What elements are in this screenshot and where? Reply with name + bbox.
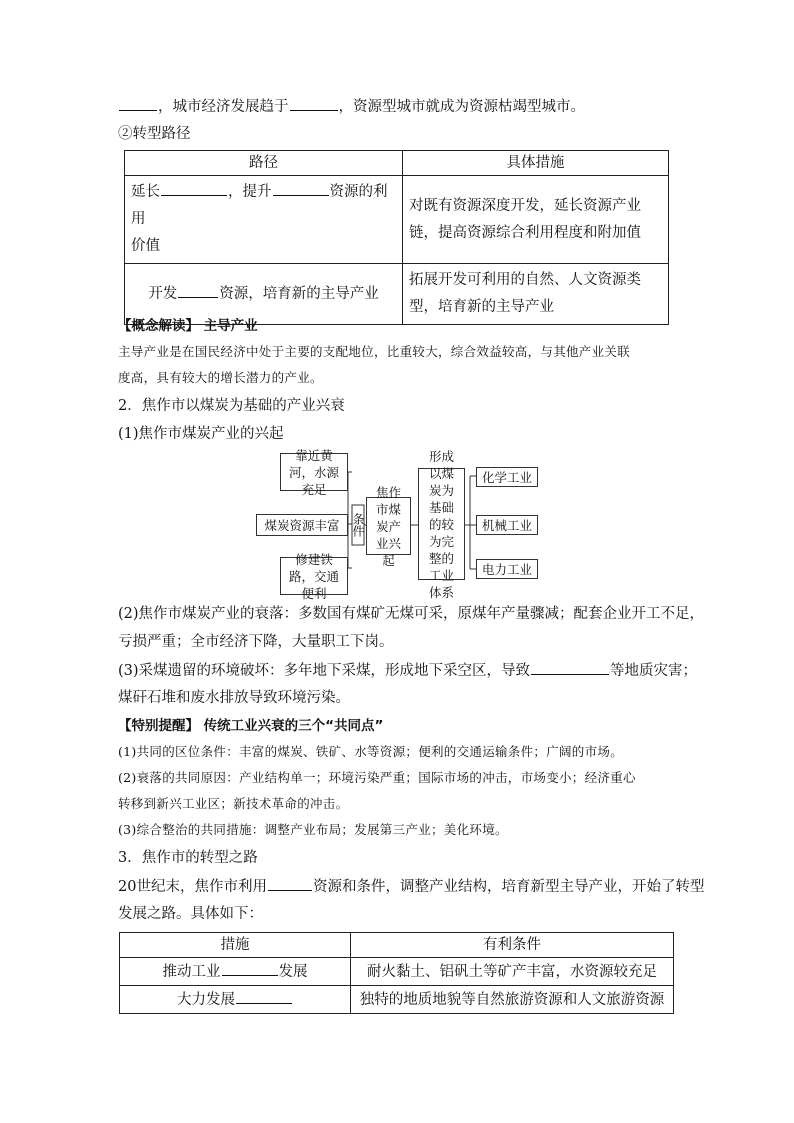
top-text-line: ，城市经济发展趋于 ，资源型城市就成为资源枯竭型城市。 [118, 96, 585, 117]
environment-text: (3)采煤遗留的环境破坏：多年地下采煤，形成地下采空区，导致 等地质灾害； [118, 660, 697, 681]
table-cell: 独特的地质地貌等自然旅游资源和人文旅游资源 [351, 986, 674, 1014]
machinery-industry-box: 机械工业 [476, 515, 538, 535]
condition-water-box: 靠近黄河，水源充足 [280, 453, 348, 491]
reminder-text: (1)共同的区位条件：丰富的煤炭、铁矿、水等资源；便利的交通运输条件；广阔的市场。 [118, 744, 624, 759]
table-cell: 耐火黏土、铝矾土等矿产丰富，水资源较充足 [351, 958, 674, 986]
reminder-text: (2)衰落的共同原因：产业结构单一；环境污染严重；国际市场的冲击，市场变小；经济重心 [118, 770, 636, 785]
table-cell: 延长 ，提升 资源的利用 价值 [125, 176, 403, 264]
table-cell: 对既有资源深度开发，延长资源产业链，提高资源综合利用程度和附加值 [403, 176, 669, 264]
reminder-text: 转移到新兴工业区；新技术革命的冲击。 [118, 796, 349, 811]
table-cell: 开发 资源，培育新的主导产业 [125, 264, 403, 325]
decline-text: (2)焦作市煤炭产业的衰落：多数国有煤矿无煤可采，原煤年产量骤减；配套企业开工不足， [118, 606, 705, 622]
condition-coal-box: 煤炭资源丰富 [256, 514, 348, 536]
chemical-industry-box: 化学工业 [476, 467, 538, 487]
environment-text: 煤矸石堆和废水排放导致环境污染。 [118, 690, 350, 706]
answer-blank[interactable] [236, 989, 292, 1004]
answer-blank[interactable] [531, 660, 609, 675]
industrial-system-box: 形成以煤炭为基础的较为完整的工业体系 [418, 468, 465, 580]
answer-blank[interactable] [268, 876, 312, 891]
coal-industry-rise-box: 焦作市煤炭产业兴起 [366, 497, 411, 555]
table-header: 具体措施 [403, 151, 669, 176]
transform-path-title: ②转型路径 [118, 126, 191, 142]
concept-heading: 【概念解读】 主导产业 [118, 318, 258, 334]
concept-text: 度高，具有较大的增长潜力的产业。 [118, 370, 323, 385]
table-row [120, 986, 674, 1014]
concept-text: 主导产业是在国民经济中处于主要的支配地位，比重较大，综合效益较高，与其他产业关联 [118, 344, 631, 359]
table-cell: 拓展开发可利用的自然、人文资源类型，培育新的主导产业 [403, 264, 669, 325]
table-header: 有利条件 [351, 933, 674, 958]
table-row [120, 958, 674, 986]
decline-text: 亏损严重；全市经济下降，大量职工下岗。 [118, 634, 394, 650]
condition-transport-box: 修建铁路，交通便利 [280, 557, 348, 595]
section3-text: 20世纪末，焦作市利用 资源和条件，调整产业结构，培育新型主导产业，开始了转型 [118, 876, 704, 897]
measures-table [119, 932, 674, 1014]
answer-blank[interactable] [222, 961, 278, 976]
subsection-title: (1)焦作市煤炭产业的兴起 [118, 426, 284, 442]
power-industry-box: 电力工业 [476, 559, 538, 579]
table-header: 路径 [125, 151, 403, 176]
reminder-text: (3)综合整治的共同措施：调整产业布局；发展第三产业；美化环境。 [118, 822, 508, 837]
table-header: 措施 [120, 933, 351, 958]
section-title: 2．焦作市以煤炭为基础的产业兴衰 [118, 398, 345, 414]
condition-label: 条件 [351, 513, 365, 537]
table-cell: 推动工业 发展 [120, 958, 351, 986]
section-title: 3．焦作市的转型之路 [118, 850, 258, 866]
reminder-heading: 【特别提醒】 传统工业兴衰的三个“共同点” [118, 718, 384, 734]
table-cell: 大力发展 [120, 986, 351, 1014]
section3-text: 发展之路。具体如下： [118, 906, 263, 922]
